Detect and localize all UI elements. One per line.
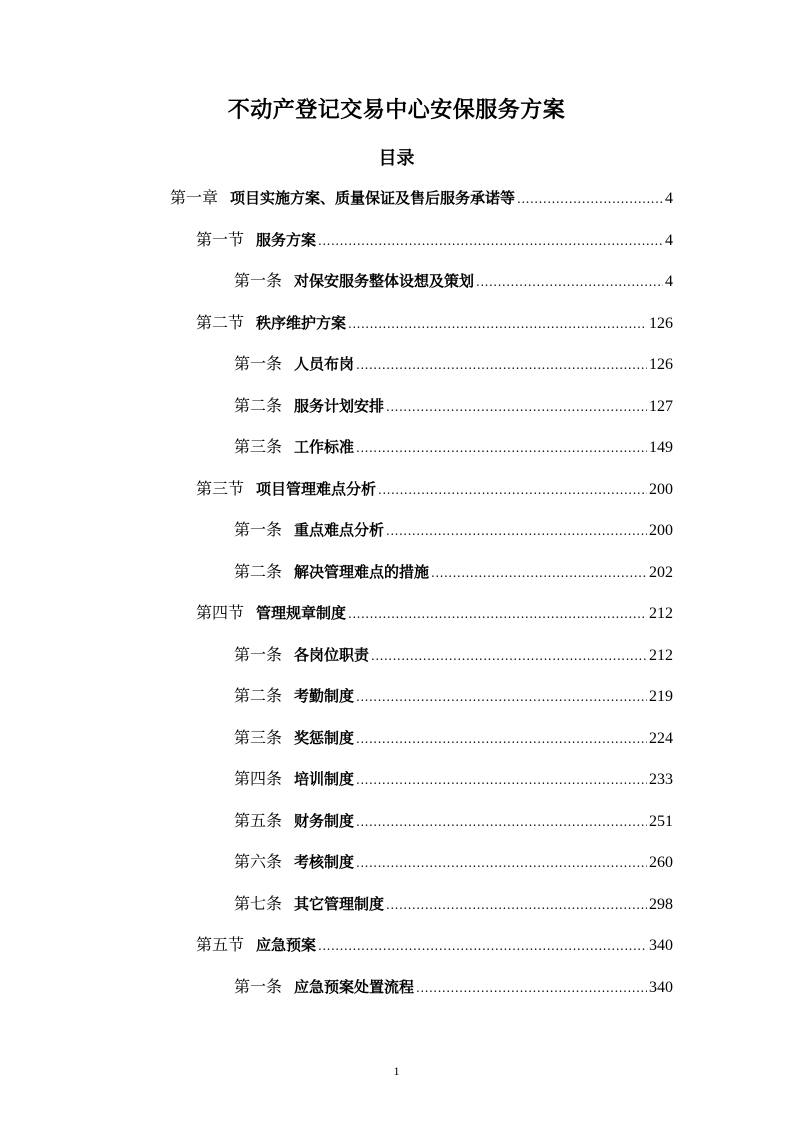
toc-entry-page: 127 (649, 397, 673, 415)
toc-entry-title: 奖惩制度 (294, 728, 355, 747)
toc-entry-page: 4 (665, 273, 673, 290)
toc-entry-title: 管理规章制度 (256, 604, 347, 622)
toc-entry-label: 第四条 (234, 769, 283, 788)
toc-entry-label: 第一条 (234, 271, 283, 290)
toc-dot-leader (356, 683, 647, 711)
toc-dot-leader (386, 891, 647, 919)
toc-entry-title: 各岗位职责 (294, 645, 370, 664)
toc-entry-title: 工作标准 (294, 438, 355, 456)
page-number: 1 (393, 1064, 400, 1078)
toc-entry-title: 秩序维护方案 (256, 313, 347, 332)
toc-dot-leader (356, 849, 647, 877)
toc-entry-label: 第三条 (234, 727, 283, 747)
toc-entry-page: 212 (649, 646, 673, 664)
toc-entry-label: 第三条 (234, 437, 283, 456)
toc-entry-title: 解决管理难点的措施 (294, 562, 430, 581)
toc-dot-leader (356, 725, 647, 753)
toc-dot-leader (386, 517, 647, 545)
toc-entry-page: 340 (649, 978, 673, 996)
toc-entry-label: 第一条 (234, 644, 283, 664)
toc-entry[interactable] (234, 973, 673, 1001)
toc-entry-page: 4 (665, 231, 673, 249)
toc-dot-leader (386, 393, 647, 421)
toc-entry-label: 第一条 (234, 354, 283, 373)
toc-entry-page: 219 (649, 688, 673, 705)
toc-dot-leader (517, 185, 663, 213)
toc-entry-title: 培训制度 (294, 770, 355, 788)
toc-entry[interactable] (234, 765, 673, 793)
toc-entry-label: 第二条 (234, 395, 283, 415)
toc-dot-leader (318, 227, 663, 255)
toc-entry-label: 第一章 (170, 188, 219, 207)
toc-entry-label: 第六条 (234, 852, 283, 871)
toc-entry-title: 项目管理难点分析 (256, 479, 377, 498)
toc-entry-title: 服务计划安排 (294, 396, 385, 415)
toc-entry-page: 224 (649, 729, 673, 747)
toc-entry-label: 第七条 (234, 893, 283, 913)
toc-entry-label: 第四节 (196, 603, 245, 622)
toc-entry-title: 应急预案 (256, 936, 317, 954)
toc-entry-title: 应急预案处置流程 (294, 977, 415, 996)
toc-entry-label: 第一条 (234, 976, 283, 996)
toc-entry-title: 人员布岗 (294, 355, 355, 373)
toc-entry[interactable] (234, 350, 673, 378)
toc-dot-leader (356, 808, 647, 836)
toc-entry[interactable] (234, 641, 673, 669)
toc-entry-title: 考核制度 (294, 853, 355, 871)
toc-entry[interactable] (234, 433, 673, 461)
toc-entry[interactable] (234, 724, 673, 752)
toc-dot-leader (356, 766, 647, 794)
toc-entry[interactable] (234, 516, 673, 544)
toc-entry[interactable] (196, 475, 673, 503)
toc-entry[interactable] (234, 682, 673, 710)
toc-dot-leader (318, 932, 647, 960)
toc-entry-title: 其它管理制度 (294, 894, 385, 913)
toc-entry-title: 对保安服务整体设想及策划 (294, 272, 475, 290)
toc-entry-page: 149 (649, 439, 673, 456)
toc-entry[interactable] (234, 848, 673, 876)
toc-dot-leader (378, 476, 647, 504)
toc-entry-label: 第二节 (196, 312, 245, 332)
toc-entry-title: 考勤制度 (294, 687, 355, 705)
toc-entry[interactable] (234, 558, 673, 586)
toc-entry-title: 财务制度 (294, 811, 355, 830)
toc-dot-leader (371, 642, 647, 670)
toc-entry[interactable] (196, 931, 673, 959)
toc-dot-leader (348, 310, 647, 338)
toc-entry[interactable] (234, 807, 673, 835)
toc-dot-leader (348, 600, 647, 628)
toc-entry-page: 200 (649, 480, 673, 498)
toc-dot-leader (431, 559, 647, 587)
page-title: 不动产登记交易中心安保服务方案 (227, 98, 566, 123)
toc-dot-leader (476, 268, 663, 296)
toc-entry[interactable] (196, 309, 673, 337)
toc-entry[interactable] (170, 184, 673, 212)
toc-entry[interactable] (196, 226, 673, 254)
toc-entry-page: 233 (649, 771, 673, 788)
toc-entry-page: 126 (649, 356, 673, 373)
toc-dot-leader (356, 434, 647, 462)
toc-entry-title: 项目实施方案、质量保证及售后服务承诺等 (230, 189, 516, 207)
toc-dot-leader (356, 351, 647, 379)
toc-entry-page: 200 (649, 522, 673, 539)
toc-heading: 目录 (378, 148, 415, 169)
toc-entry-label: 第一条 (234, 520, 283, 539)
toc-entry[interactable] (196, 599, 673, 627)
toc-entry-page: 4 (665, 190, 673, 207)
toc-entry-title: 重点难点分析 (294, 521, 385, 539)
toc-entry[interactable] (234, 392, 673, 420)
toc-entry-label: 第二条 (234, 561, 283, 581)
toc-entry-page: 202 (649, 563, 673, 581)
toc-entry-page: 212 (649, 605, 673, 622)
toc-entry-title: 服务方案 (256, 230, 317, 249)
toc-dot-leader (416, 974, 647, 1002)
toc-entry-label: 第五节 (196, 935, 245, 954)
toc-entry[interactable] (234, 267, 673, 295)
toc-entry-label: 第三节 (196, 478, 245, 498)
toc-entry-page: 126 (649, 314, 673, 332)
toc-entry-page: 251 (649, 812, 673, 830)
toc-entry-label: 第五条 (234, 810, 283, 830)
toc-entry-page: 260 (649, 854, 673, 871)
toc-entry-label: 第二条 (234, 686, 283, 705)
toc-entry-page: 340 (649, 937, 673, 954)
toc-entry[interactable] (234, 890, 673, 918)
toc-entry-label: 第一节 (196, 229, 245, 249)
toc-entry-page: 298 (649, 895, 673, 913)
